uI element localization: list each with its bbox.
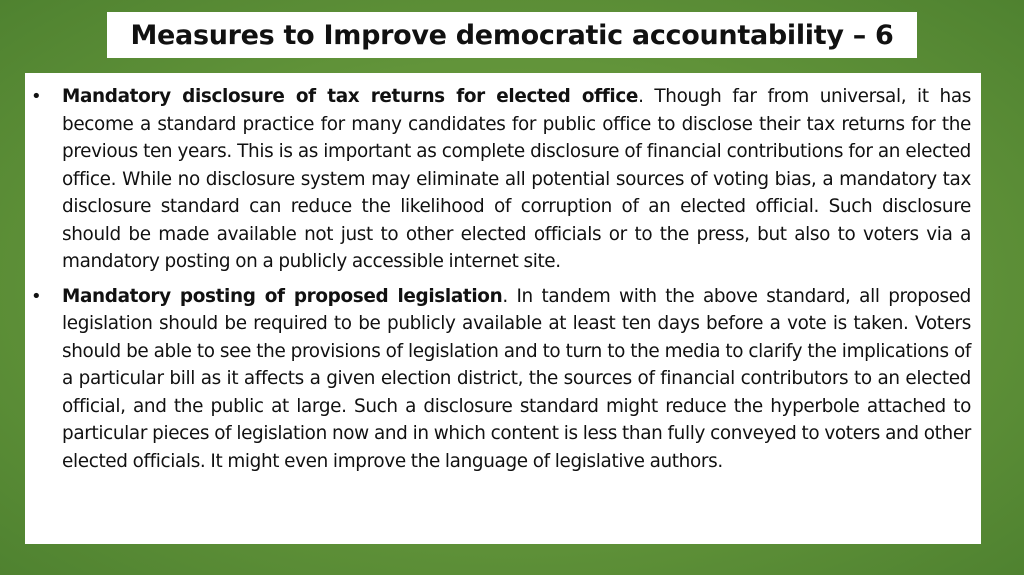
- bullet-heading: Mandatory disclosure of tax returns for elected office: [62, 86, 639, 107]
- slide-content-panel: [25, 73, 981, 544]
- bullet-body: . Though far from universal, it has become a standard practice for many candidates for public office to disclose their tax returns for the previous ten years. This is as important as complete disclosure of financial contributions for an elected office. While no disclosure system may eliminate all potential sources of voting bias, a mandatory tax disclosure standard can reduce the likelihood of corruption of an elected official. Such disclosure should be made available not just to other elected officials or to the press, but also to voters via a mandatory posting on a publicly accessible internet site.: [62, 86, 972, 272]
- bullet-marker: •: [31, 285, 42, 307]
- bullet-item-tax-returns: [25, 83, 971, 276]
- bullet-body: . In tandem with the above standard, all proposed legislation should be required to be publicly available at least ten days before a vote is taken. Voters should be able to see the provisions of legislation and to turn to the media to clarify the implications of a particular bill as it affects a given election district, the sources of financial contributors to an elected official, and the public at large. Such a disclosure standard might reduce the hyperbole attached to particular pieces of legislation now and in which content is less than fully conveyed to voters and other elected officials. It might even improve the language of legislative authors.: [62, 285, 971, 472]
- slide-title-box: [107, 12, 917, 58]
- bullet-marker: •: [31, 86, 42, 107]
- bullet-item-proposed-legislation: [25, 283, 971, 476]
- bullet-heading: Mandatory posting of proposed legislation: [62, 285, 503, 307]
- slide-title: Measures to Improve democratic accountability – 6: [130, 19, 894, 51]
